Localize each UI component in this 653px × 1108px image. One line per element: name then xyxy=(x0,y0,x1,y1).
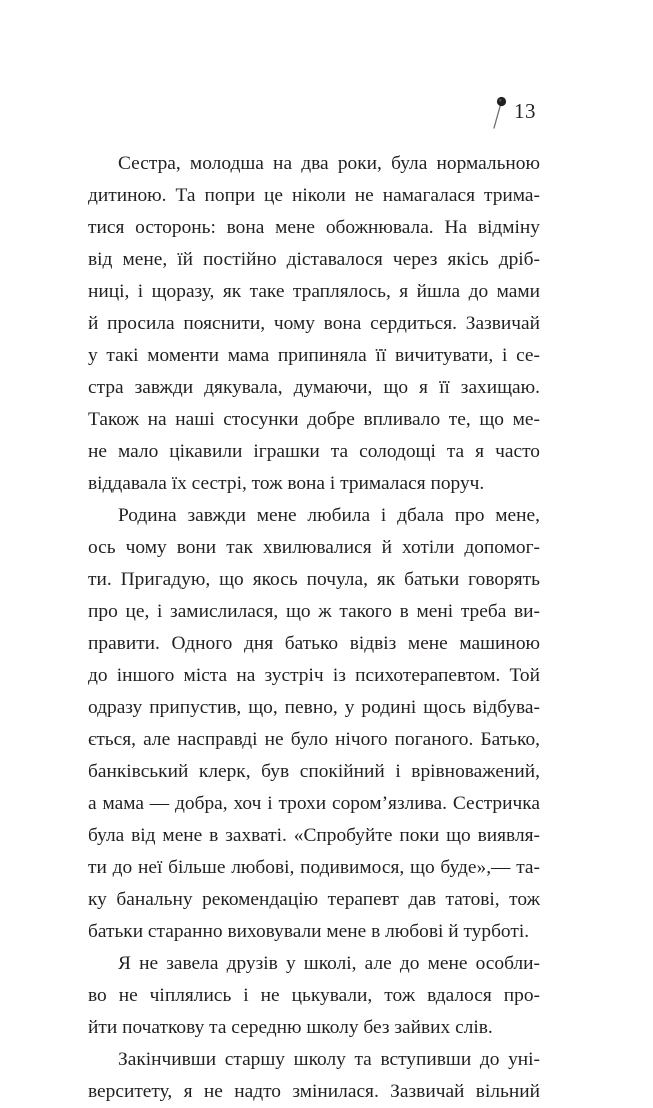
text-line: була від мене в захваті. «Спробуйте поки що виявля- xyxy=(88,825,540,846)
text-line: стра завжди дякувала, думаючи, що я її захищаю. xyxy=(88,377,540,398)
text-line: правити. Одного дня батько відвіз мене машиною xyxy=(88,633,540,654)
text-line: від мене, їй постійно діставалося через якісь дріб- xyxy=(88,249,540,270)
text-line: про це, і замислилася, що ж такого в мені треба ви- xyxy=(88,601,540,622)
text-line: ниці, і щоразу, як таке траплялось, я йшла до мами xyxy=(88,281,540,302)
text-line: й просила пояснити, чому вона сердиться. Зазвичай xyxy=(88,313,540,334)
text-line: у такі моменти мама припиняла її вичитувати, і се- xyxy=(88,345,540,366)
text-line: ти до неї більше любові, подивимося, що буде»,— та- xyxy=(88,857,540,878)
paragraph xyxy=(88,948,540,1044)
text-line: ється, але насправді не було нічого поганого. Батько, xyxy=(88,729,540,750)
text-line: до іншого міста на зустріч із психотерапевтом. Той xyxy=(88,665,540,686)
paragraph xyxy=(88,148,540,500)
text-line: Родина завжди мене любила і дбала про мене, xyxy=(118,505,540,526)
text-line: ку банальну рекомендацію терапевт дав татові, тож xyxy=(88,889,540,910)
page-header xyxy=(488,96,548,130)
text-line: йти початкову та середню школу без зайвих слів. xyxy=(88,1017,493,1038)
paragraph xyxy=(88,500,540,948)
text-line: ось чому вони так хвилювалися й хотіли допомог- xyxy=(88,537,540,558)
text-line: не мало цікавили іграшки та солодощі та я часто xyxy=(88,441,540,462)
text-line: віддавала їх сестрі, тож вона і трималася поруч. xyxy=(88,473,485,494)
text-line: батьки старанно виховували мене в любові й турботі. xyxy=(88,921,530,942)
text-line: одразу припустив, що, певно, у родині щось відбува- xyxy=(88,697,540,718)
text-line: а мама — добра, хоч і трохи сором’язлива. Сестричка xyxy=(88,793,540,814)
text-line: Також на наші стосунки добре впливало те, що ме- xyxy=(88,409,540,430)
paragraph xyxy=(88,1044,540,1108)
text-line: Закінчивши старшу школу та вступивши до уні- xyxy=(118,1049,540,1070)
text-line: верситету, я не надто змінилася. Зазвичай вільний xyxy=(88,1081,540,1102)
text-line: во не чіплялись і не цькували, тож вдалося про- xyxy=(88,985,540,1006)
page-number: 13 xyxy=(514,99,536,123)
text-line: Я не завела друзів у школі, але до мене особли- xyxy=(118,953,540,974)
text-line: ти. Пригадую, що якось почула, як батьки говорять xyxy=(88,569,540,590)
text-line: Сестра, молодша на два роки, була нормальною xyxy=(118,153,540,174)
text-line: тися осторонь: вона мене обожнювала. На відміну xyxy=(88,217,540,238)
pin-icon xyxy=(488,96,508,130)
text-line: дитиною. Та попри це ніколи не намагалася трима- xyxy=(88,185,540,206)
body-text xyxy=(88,148,540,1108)
text-line: банківський клерк, був спокійний і врівноважений, xyxy=(88,761,540,782)
